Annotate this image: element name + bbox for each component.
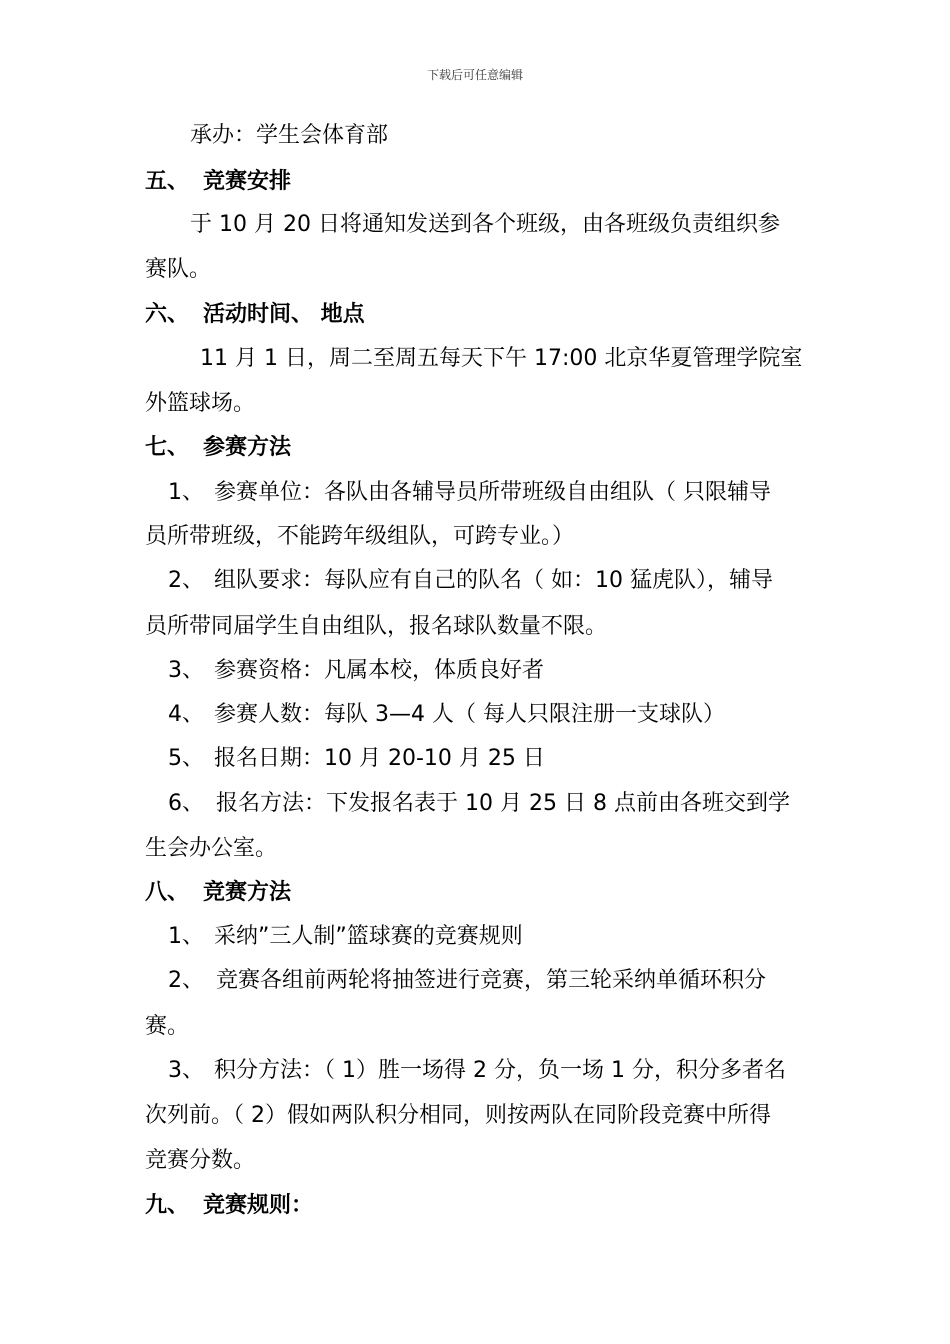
item-number: 6、 bbox=[168, 791, 204, 816]
item-text: 采纳”三人制”篮球赛的竞赛规则 bbox=[214, 924, 523, 949]
list-item bbox=[168, 966, 766, 996]
paragraph-line: 外篮球场。 bbox=[145, 391, 256, 416]
section-8-heading bbox=[145, 878, 291, 908]
list-item bbox=[168, 922, 523, 952]
section-number: 八、 bbox=[145, 880, 190, 905]
item-text: 组队要求：每队应有自己的队名（ 如：10 猛虎队），辅导 bbox=[214, 568, 773, 593]
item-number: 3、 bbox=[168, 1058, 204, 1083]
item-number: 1、 bbox=[168, 924, 204, 949]
item-text: 参赛人数：每队 3—4 人（ 每人只限注册一支球队） bbox=[214, 702, 725, 727]
organizer-line: 承办：学生会体育部 bbox=[190, 123, 389, 148]
section-number: 七、 bbox=[145, 435, 190, 460]
item-number: 2、 bbox=[168, 568, 204, 593]
page-header: 下载后可任意编辑 bbox=[426, 68, 523, 82]
item-number: 3、 bbox=[168, 658, 204, 683]
section-number: 六、 bbox=[145, 302, 190, 327]
paragraph-line: 11 月 1 日，周二至周五每天下午 17:00 北京华夏管理学院室 bbox=[200, 346, 803, 371]
paragraph-line: 赛。 bbox=[145, 1014, 190, 1039]
item-number: 2、 bbox=[168, 968, 204, 993]
paragraph-line: 员所带班级，不能跨年级组队，可跨专业。） bbox=[145, 524, 575, 549]
paragraph-line: 赛队。 bbox=[145, 257, 212, 282]
item-number: 5、 bbox=[168, 746, 204, 771]
section-title: 活动时间、 地点 bbox=[203, 302, 365, 327]
section-6-heading bbox=[145, 300, 365, 330]
item-text: 报名方法：下发报名表于 10 月 25 日 8 点前由各班交到学 bbox=[216, 791, 790, 816]
section-9-heading bbox=[145, 1191, 313, 1221]
list-item bbox=[168, 1056, 786, 1086]
section-5-heading bbox=[145, 167, 291, 197]
paragraph-line: 生会办公室。 bbox=[145, 836, 278, 861]
item-number: 4、 bbox=[168, 702, 204, 727]
paragraph-line: 次列前。（ 2）假如两队积分相同，则按两队在同阶段竞赛中所得 bbox=[145, 1103, 771, 1128]
item-text: 参赛资格：凡属本校，体质良好者 bbox=[214, 658, 545, 683]
item-text: 竞赛各组前两轮将抽签进行竞赛，第三轮采纳单循环积分 bbox=[216, 968, 767, 993]
paragraph-line: 员所带同届学生自由组队，报名球队数量不限。 bbox=[145, 614, 608, 639]
section-7-heading bbox=[145, 433, 291, 463]
list-item bbox=[168, 700, 725, 730]
section-number: 五、 bbox=[145, 169, 190, 194]
item-text: 参赛单位：各队由各辅导员所带班级自由组队（ 只限辅导 bbox=[214, 480, 771, 505]
list-item bbox=[168, 789, 790, 819]
section-title: 竞赛规则： bbox=[203, 1193, 314, 1218]
section-title: 竞赛方法 bbox=[203, 880, 292, 905]
item-text: 积分方法：（ 1）胜一场得 2 分，负一场 1 分，积分多者名 bbox=[214, 1058, 786, 1083]
section-number: 九、 bbox=[145, 1193, 190, 1218]
list-item bbox=[168, 478, 771, 508]
item-number: 1、 bbox=[168, 480, 204, 505]
list-item bbox=[168, 566, 773, 596]
paragraph-line: 于 10 月 20 日将通知发送到各个班级，由各班级负责组织参 bbox=[190, 212, 780, 237]
list-item bbox=[168, 744, 545, 774]
list-item bbox=[168, 656, 544, 686]
section-title: 参赛方法 bbox=[203, 435, 292, 460]
item-text: 报名日期：10 月 20-10 月 25 日 bbox=[214, 746, 545, 771]
paragraph-line: 竞赛分数。 bbox=[145, 1148, 256, 1173]
section-title: 竞赛安排 bbox=[203, 169, 292, 194]
